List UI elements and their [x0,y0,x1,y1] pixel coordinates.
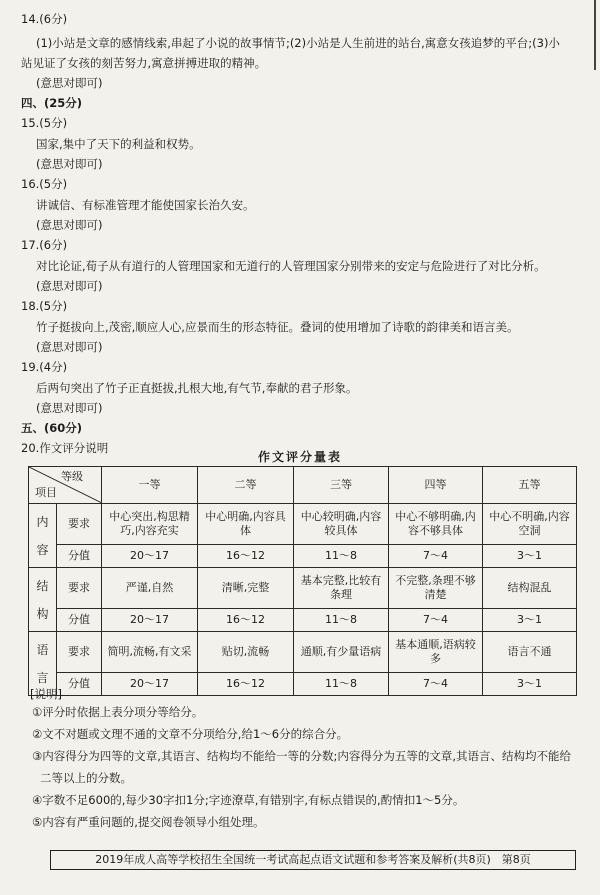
q18-heading: 18.(5分) [21,299,68,313]
q15-heading: 15.(5分) [21,116,68,130]
q18-note: (意思对即可) [36,340,103,354]
content-score-row [29,545,577,568]
q17-answer: 对比论证,荀子从有道行的人管理国家和无道行的人管理国家分别带来的安定与危险进行了对比分析。 [36,259,546,273]
page-footer: 2019年成人高等学校招生全国统一考试高起点语文试题和参考答案及解析(共8页) 第8页 [50,850,576,870]
table-cell: 11～8 [294,673,389,696]
q20-heading: 20.作文评分说明 [21,441,109,455]
table-cell: 20～17 [102,673,198,696]
header-grade-label: 等级 [61,470,83,483]
q17-heading: 17.(6分) [21,238,68,252]
grade-header-2: 二等 [198,467,294,504]
category-structure: 结 构 [29,568,57,632]
table-cell: 基本通顺,语病较多 [389,632,483,673]
score-label: 分值 [57,673,102,696]
table-cell: 语言不通 [483,632,577,673]
category-content: 内 容 [29,504,57,568]
table-cell: 基本完整,比较有条理 [294,568,389,609]
table-header-row [29,467,577,504]
grade-header-5: 五等 [483,467,577,504]
structure-score-row [29,609,577,632]
note-3-line1: ③内容得分为四等的文章,其语言、结构均不能给一等的分数;内容得分为五等的文章,其语言、结构均不能给 [32,749,571,763]
requirement-label: 要求 [57,568,102,609]
section-five-heading: 五、(60分) [21,421,83,435]
table-cell: 简明,流畅,有文采 [102,632,198,673]
q19-answer: 后两句突出了竹子正直挺拔,扎根大地,有气节,奉献的君子形象。 [36,381,358,395]
table-cell: 严谨,自然 [102,568,198,609]
table-cell: 通顺,有少量语病 [294,632,389,673]
q18-answer: 竹子挺拔向上,茂密,顺应人心,应景而生的形态特征。叠词的使用增加了诗歌的韵律美和语言美。 [36,320,519,334]
header-item-label: 项目 [35,486,57,499]
score-label: 分值 [57,545,102,568]
q16-note: (意思对即可) [36,218,103,232]
score-label: 分值 [57,609,102,632]
note-1: ①评分时依据上表分项分等给分。 [32,705,204,719]
notes-label: [说明] [30,687,62,701]
q19-note: (意思对即可) [36,401,103,415]
table-cell: 清晰,完整 [198,568,294,609]
table-cell: 16～12 [198,545,294,568]
grade-header-3: 三等 [294,467,389,504]
table-cell: 结构混乱 [483,568,577,609]
table-cell: 16～12 [198,609,294,632]
q14-answer-line1: (1)小站是文章的感情线索,串起了小说的故事情节;(2)小站是人生前进的站台,寓意女孩追梦的平台;(3)小 [36,36,560,50]
language-score-row [29,673,577,696]
table-cell: 中心不够明确,内容不够具体 [389,504,483,545]
q15-answer: 国家,集中了天下的利益和权势。 [36,137,201,151]
table-cell: 11～8 [294,609,389,632]
table-cell: 中心不明确,内容空洞 [483,504,577,545]
table-cell: 7～4 [389,609,483,632]
table-cell: 贴切,流畅 [198,632,294,673]
q15-note: (意思对即可) [36,157,103,171]
table-cell: 20～17 [102,609,198,632]
table-cell: 中心较明确,内容较具体 [294,504,389,545]
table-cell: 16～12 [198,673,294,696]
table-cell: 20～17 [102,545,198,568]
table-cell: 7～4 [389,673,483,696]
category-language: 语 言 [29,632,57,696]
q19-heading: 19.(4分) [21,360,68,374]
requirement-label: 要求 [57,632,102,673]
section-four-heading: 四、(25分) [21,96,83,110]
table-cell: 中心明确,内容具体 [198,504,294,545]
q14-heading: 14.(6分) [21,12,68,26]
q16-heading: 16.(5分) [21,177,68,191]
note-3-line2: 二等以上的分数。 [40,771,132,785]
note-5: ⑤内容有严重问题的,提交阅卷领导小组处理。 [32,815,265,829]
q17-note: (意思对即可) [36,279,103,293]
structure-requirement-row [29,568,577,609]
content-requirement-row [29,504,577,545]
table-cell: 中心突出,构思精巧,内容充实 [102,504,198,545]
edge-mark [594,0,596,70]
table-title: 作文评分量表 [257,450,342,464]
table-cell: 3～1 [483,673,577,696]
requirement-label: 要求 [57,504,102,545]
table-cell: 3～1 [483,609,577,632]
table-cell: 3～1 [483,545,577,568]
essay-grading-table [28,466,577,696]
q14-note: (意思对即可) [36,76,103,90]
language-requirement-row [29,632,577,673]
grade-header-1: 一等 [102,467,198,504]
table-cell: 7～4 [389,545,483,568]
q16-answer: 讲诚信、有标准管理才能使国家长治久安。 [36,198,255,212]
note-2: ②文不对题或文理不通的文章不分项给分,给1～6分的综合分。 [32,727,349,741]
table-cell: 不完整,条理不够清楚 [389,568,483,609]
grade-header-4: 四等 [389,467,483,504]
table-cell: 11～8 [294,545,389,568]
diagonal-header-cell [29,467,102,504]
q14-answer-line2: 站见证了女孩的刻苦努力,寓意拼搏进取的精神。 [21,56,267,70]
note-4: ④字数不足600的,每少30字扣1分;字迹潦草,有错别字,有标点错误的,酌情扣1～5分。 [32,793,465,807]
